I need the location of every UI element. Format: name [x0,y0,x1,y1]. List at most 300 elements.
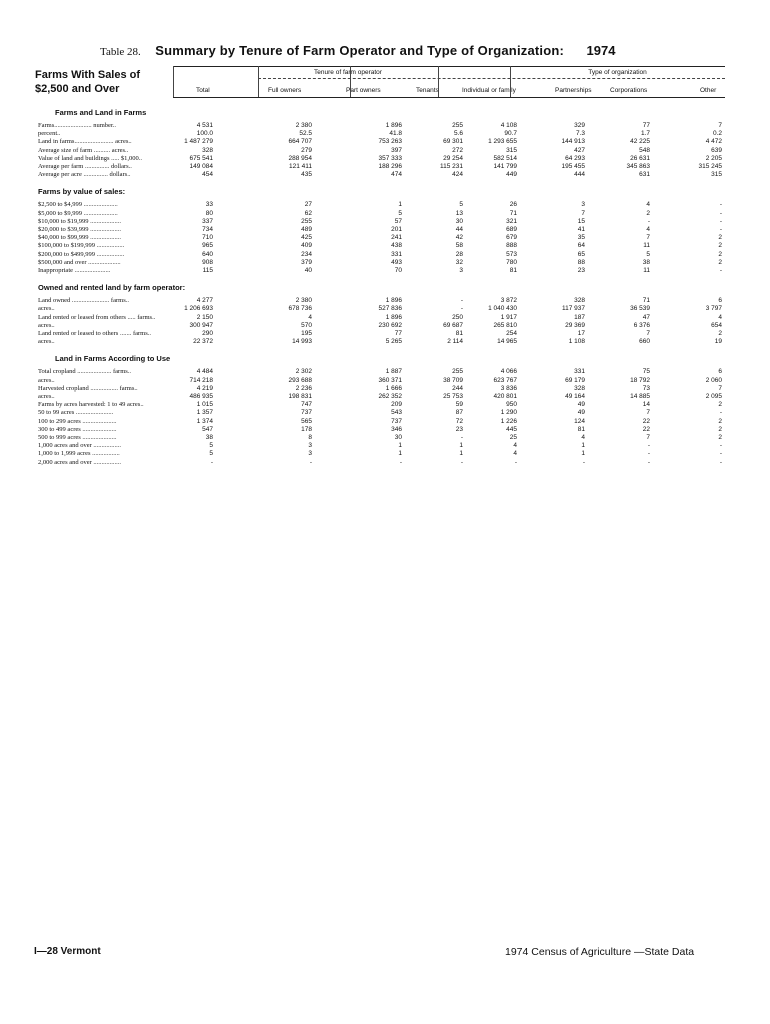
table-cell: 36 539 [630,305,650,313]
table-cell: 11 [643,242,650,250]
table-cell: 32 [455,258,463,266]
table-cell: 950 [506,401,517,409]
row-label: acres.. [38,305,55,313]
header-rule-mid [258,78,725,79]
row-label: 500 to 999 acres ..................... [38,434,117,441]
table-cell: 41.8 [389,130,402,138]
column-header: Total [196,87,210,94]
table-cell: 65 [577,250,585,258]
table-title [100,42,615,60]
table-cell: 420 801 [493,393,517,400]
table-cell: 1 015 [196,401,213,409]
table-cell: 424 [452,171,463,179]
table-cell: - [719,267,722,274]
table-cell: 753 263 [378,138,402,146]
table-cell: 38 709 [443,376,463,384]
table-cell: 115 [202,267,213,274]
row-label: 50 to 99 acres ....................... [38,409,114,417]
table-cell: 18 792 [630,376,650,384]
table-cell: - [460,458,463,466]
row-label: $2,500 to $4,999 ..................... [38,201,118,209]
table-cell: 47 [642,313,650,321]
header-divider [173,66,174,97]
table-cell: - [719,201,722,209]
table-cell: 315 [711,171,722,179]
table-cell: 2 114 [447,338,463,346]
table-cell: 195 [301,330,312,337]
table-cell: 81 [577,425,585,433]
table-cell: 25 [509,434,517,441]
column-header: Other [700,87,717,94]
table-cell: 2 [718,434,722,441]
table-cell: 547 [202,425,213,433]
table-cell: 69 301 [443,138,463,146]
table-cell: - [647,442,650,450]
table-cell: 2 [718,258,722,266]
table-cell: 201 [391,226,402,233]
table-cell: 631 [639,171,650,179]
table-cell: 5 [459,201,463,209]
section-title: Land in Farms According to Use [55,354,171,364]
table-cell: 80 [205,209,213,217]
table-cell: - [719,226,722,233]
table-cell: 660 [639,338,650,346]
table-cell: 331 [391,250,402,258]
table-cell: 19 [714,338,722,346]
table-cell: 1 887 [385,368,402,376]
table-cell: 241 [391,234,402,242]
table-cell: 49 164 [565,393,585,400]
table-cell: 2 [718,330,722,337]
row-label: Land rented or leased from others ..... farms.. [38,313,156,321]
table-cell: 1 896 [385,297,402,305]
table-cell: 4 531 [196,122,213,129]
row-label: $40,000 to $99,999 ................... [38,234,122,242]
table-cell: - [514,458,517,466]
table-cell: 1 [398,442,402,450]
table-cell: 573 [506,250,517,258]
table-cell: 489 [301,226,312,233]
table-cell: 582 514 [493,154,517,162]
table-cell: 1 487 279 [184,138,213,146]
table-cell: 11 [643,267,650,274]
table-cell: 5 [646,250,650,258]
column-header: Full owners [268,87,302,94]
table-cell: 7 [646,234,650,242]
table-cell: 187 [574,313,585,321]
table-cell: 8 [308,434,312,441]
table-cell: 2 380 [295,297,312,305]
table-cell: 7.3 [575,130,585,138]
table-cell: 379 [301,258,312,266]
header-divider [350,66,351,97]
table-cell: 255 [301,217,312,225]
table-cell: 570 [301,321,312,329]
table-cell: 262 352 [378,393,402,400]
table-cell: 1.7 [640,130,650,138]
row-label: Inappropriate ...................... [38,267,111,274]
table-cell: 293 688 [288,376,312,384]
table-cell: 188 296 [378,163,402,170]
table-cell: 548 [639,146,650,154]
section-title: Owned and rented land by farm operator: [38,283,186,293]
table-cell: 4 108 [500,122,517,129]
section-title: Farms by value of sales: [38,187,126,197]
table-cell: 30 [455,217,463,225]
table-cell: - [719,409,722,417]
table-cell: 178 [301,425,312,433]
row-label: Land in farms........................ acres.. [38,138,132,146]
table-cell: 1 040 430 [488,305,517,313]
table-cell: 710 [202,234,213,242]
table-cell: 1 666 [385,384,402,392]
table-cell: 44 [455,226,463,233]
table-cell: 90.7 [504,130,517,138]
table-cell: 49 [577,409,585,417]
table-cell: 397 [391,146,402,154]
table-cell: 337 [202,217,213,225]
table-cell: 4 [718,313,722,321]
table-cell: 331 [574,368,585,376]
table-cell: 27 [304,201,312,209]
table-cell: 3 797 [705,305,722,313]
table-cell: 747 [301,401,312,409]
table-cell: 62 [304,209,312,217]
table-cell: 1 [581,450,585,458]
table-cell: 6 376 [633,321,650,329]
table-cell: 81 [509,267,517,274]
table-cell: 2 205 [705,154,722,162]
group-header-organization: Type of organization [588,69,647,76]
table-cell: 3 [459,267,463,274]
table-cell: 7 [718,122,722,129]
table-cell: 675 541 [189,154,213,162]
table-cell: 449 [506,171,517,179]
table-cell: - [719,217,722,225]
table-cell: 1 293 655 [488,138,517,146]
row-label: 2,000 acres and over ................. [38,458,122,466]
header-divider [510,66,511,97]
table-cell: 5 [209,442,213,450]
footer-page-label: I—28 Vermont [34,946,101,957]
table-cell: 40 [304,267,312,274]
table-cell: 321 [506,217,517,225]
table-cell: 22 [642,417,650,425]
section-title: Farms and Land in Farms [55,108,147,117]
table-cell: 42 225 [630,138,650,146]
table-cell: 737 [301,409,312,417]
table-cell: 7 [646,434,650,441]
table-cell: 35 [577,234,585,242]
table-cell: 13 [455,209,463,217]
row-label: acres.. [38,321,55,329]
table-cell: 23 [455,425,463,433]
table-cell: 360 371 [378,376,402,384]
table-cell: 640 [202,250,213,258]
table-cell: 70 [394,267,402,274]
table-cell: 288 954 [288,154,312,162]
table-cell: 69 687 [443,321,463,329]
header-divider [438,66,439,97]
row-label: 1,000 to 1,999 acres ................. [38,450,120,458]
table-cell: 4 [513,442,517,450]
table-cell: 315 [506,146,517,154]
table-cell: 565 [301,417,312,425]
table-cell: 2 [718,401,722,409]
table-cell: - [460,434,463,441]
table-cell: 1 226 [500,417,517,425]
table-cell: 2 [718,417,722,425]
table-cell: 2 [718,242,722,250]
table-cell: 737 [391,417,402,425]
column-header: Tenants [416,87,439,94]
row-label: percent.. [38,130,61,138]
row-label: Land rented or leased to others ....... farms.. [38,330,151,337]
row-label: $500,000 and over .................... [38,258,121,266]
table-cell: 1 206 693 [184,305,213,313]
table-cell: 474 [391,171,402,179]
table-cell: 255 [452,368,463,376]
header-rule-top [173,66,725,67]
table-cell: 4 066 [500,368,517,376]
table-cell: 272 [452,146,463,154]
row-label: Average size of farm .......... acres.. [38,146,129,154]
table-cell: - [582,458,585,466]
table-cell: 315 245 [698,163,722,170]
table-cell: 357 333 [378,154,402,162]
table-cell: 2 060 [705,376,722,384]
table-subtitle [35,68,140,96]
row-label: acres.. [38,376,55,384]
table-cell: 58 [455,242,463,250]
table-cell: 3 [581,201,585,209]
table-cell: 7 [646,330,650,337]
table-cell: 195 455 [561,163,585,170]
table-cell: 22 372 [193,338,213,346]
table-cell: 623 767 [493,376,517,384]
row-label: $100,000 to $199,999 ................. [38,242,125,250]
table-cell: 328 [202,146,213,154]
table-cell: 41 [577,226,585,233]
table-cell: 3 [308,450,312,458]
table-cell: 1 896 [385,313,402,321]
row-label: $20,000 to $39,999 ................... [38,226,122,233]
table-cell: 71 [509,209,517,217]
table-cell: 4 [308,313,312,321]
table-cell: 30 [394,434,402,441]
table-cell: 26 [509,201,517,209]
table-cell: 73 [642,384,650,392]
table-cell: 5 265 [385,338,402,346]
table-cell: 254 [506,330,517,337]
table-cell: 346 [391,425,402,433]
table-cell: 64 293 [565,154,585,162]
table-cell: 141 799 [493,163,517,170]
table-cell: 26 631 [630,154,650,162]
table-cell: 329 [574,122,585,129]
table-cell: - [399,458,402,466]
row-label: Harvested cropland ................. farms.. [38,384,138,392]
table-cell: 679 [506,234,517,242]
table-cell: 689 [506,226,517,233]
table-cell: 279 [301,146,312,154]
table-cell: 888 [506,242,517,250]
table-cell: 1 374 [196,417,213,425]
table-cell: 52.5 [299,130,312,138]
table-cell: - [719,450,722,458]
table-cell: 57 [394,217,402,225]
table-cell: 14 885 [630,393,650,400]
table-cell: - [647,217,650,225]
table-cell: - [210,458,213,466]
table-cell: 3 836 [500,384,517,392]
table-cell: 734 [202,226,213,233]
table-cell: 527 836 [378,305,402,313]
table-cell: 72 [455,417,463,425]
table-cell: 1 290 [500,409,517,417]
table-cell: 23 [577,267,585,274]
table-cell: 445 [506,425,517,433]
table-cell: 64 [577,242,585,250]
table-cell: 290 [202,330,213,337]
table-cell: 425 [301,234,312,242]
table-cell: 59 [455,401,463,409]
table-cell: 427 [574,146,585,154]
row-label: Farms....................... number.. [38,122,116,129]
table-cell: 714 218 [189,376,213,384]
table-cell: 22 [642,425,650,433]
table-cell: 2 095 [705,393,722,400]
table-cell: - [647,450,650,458]
table-cell: - [309,458,312,466]
row-label: acres.. [38,338,55,346]
table-cell: 87 [455,409,463,417]
table-cell: 1 [459,442,463,450]
table-cell: 88 [577,258,585,266]
table-cell: 454 [202,171,213,179]
table-cell: 69 179 [565,376,585,384]
table-heading: Summary by Tenure of Farm Operator and Type of Organization: [155,43,565,58]
header-divider [258,66,259,97]
table-cell: 42 [455,234,463,242]
table-cell: 780 [506,258,517,266]
table-cell: 1 [581,442,585,450]
table-cell: 7 [646,409,650,417]
table-cell: 0.2 [712,130,722,138]
table-cell: 2 150 [196,313,213,321]
table-cell: 654 [711,321,722,329]
table-cell: 2 [718,425,722,433]
table-cell: 908 [202,258,213,266]
table-cell: 38 [205,434,213,441]
table-cell: 5 [398,209,402,217]
table-cell: 38 [642,258,650,266]
table-cell: 438 [391,242,402,250]
table-cell: 639 [711,146,722,154]
table-cell: 6 [718,368,722,376]
table-cell: 77 [394,330,402,337]
group-header-tenure: Tenure of farm operator [314,69,382,76]
table-cell: 265 810 [493,321,517,329]
table-cell: 198 831 [288,393,312,400]
row-label: Land owned ....................... farms.. [38,297,129,305]
table-cell: - [719,458,722,466]
row-label: $10,000 to $19,999 ................... [38,217,122,225]
table-cell: 678 736 [288,305,312,313]
table-cell: 17 [577,330,585,337]
table-cell: 6 [718,297,722,305]
table-cell: 4 277 [196,297,213,305]
table-cell: 1 [398,450,402,458]
table-cell: 14 965 [497,338,517,346]
table-cell: 124 [574,417,585,425]
table-cell: 71 [642,297,650,305]
table-cell: 7 [718,384,722,392]
table-cell: 2 236 [295,384,312,392]
table-cell: 144 913 [561,138,585,146]
table-number: Table 28. [100,46,141,58]
table-cell: 244 [452,384,463,392]
table-cell: 115 231 [439,163,463,170]
table-cell: 345 863 [626,163,650,170]
table-cell: 75 [642,368,650,376]
column-header: Partnerships [555,87,592,94]
table-cell: 493 [391,258,402,266]
table-cell: 255 [452,122,463,129]
table-cell: 100.0 [196,130,213,138]
table-cell: 486 935 [189,393,213,400]
row-label: acres.. [38,393,55,400]
column-header: Corporations [610,87,648,94]
table-cell: 2 [718,234,722,242]
table-cell: 4 [513,450,517,458]
table-cell: 33 [205,201,213,209]
table-cell: 4 [646,201,650,209]
table-cell: 965 [202,242,213,250]
table-cell: 250 [452,313,463,321]
table-cell: 2 [718,250,722,258]
table-cell: 81 [455,330,463,337]
table-cell: 3 [308,442,312,450]
table-cell: 29 369 [565,321,585,329]
table-cell: 7 [581,209,585,217]
row-label: 100 to 299 acres ..................... [38,417,117,425]
table-cell: 49 [577,401,585,409]
table-cell: 2 380 [295,122,312,129]
table-cell: 1 [398,201,402,209]
row-label: 300 to 499 acres ..................... [38,425,117,433]
table-cell: 300 947 [189,321,213,329]
table-cell: 234 [301,250,312,258]
table-cell: 29 254 [443,154,463,162]
table-cell: 230 692 [378,321,402,329]
table-cell: 328 [574,297,585,305]
table-cell: 543 [391,409,402,417]
table-cell: 25 753 [443,393,463,400]
table-cell: 77 [642,122,650,129]
table-cell: 209 [391,401,402,409]
table-cell: 14 [642,401,650,409]
row-label: Farms by acres harvested: 1 to 49 acres.. [38,401,144,409]
table-cell: - [719,442,722,450]
column-header: Part owners [346,87,381,94]
subtitle-line-1: Farms With Sales of [35,69,141,81]
table-cell: 2 [646,209,650,217]
subtitle-line-2: $2,500 and Over [35,83,120,95]
table-cell: 4 472 [705,138,722,146]
table-cell: - [719,209,722,217]
table-cell: 409 [301,242,312,250]
